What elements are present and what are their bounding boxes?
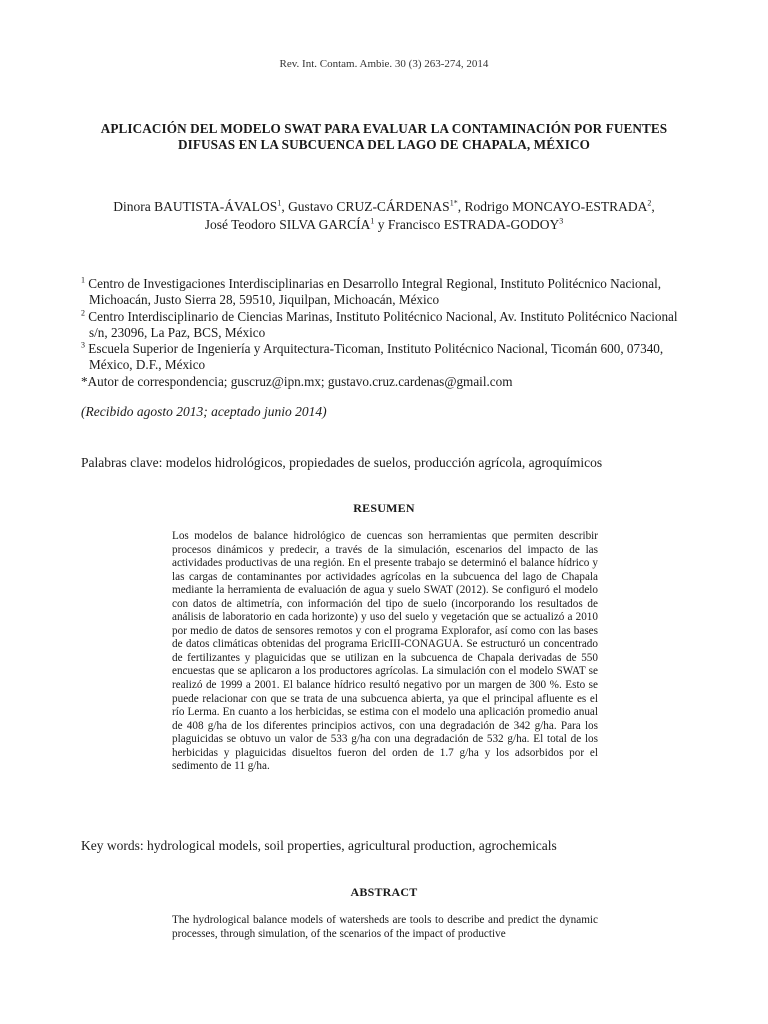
affiliation-number: 1 bbox=[81, 275, 85, 285]
affiliation-line: México, D.F., México bbox=[89, 357, 206, 373]
author-name: Rodrigo MONCAYO-ESTRADA bbox=[464, 199, 648, 214]
author-name: Francisco ESTRADA-GODOY bbox=[387, 217, 560, 232]
affiliation-item bbox=[81, 276, 691, 309]
affiliation-item bbox=[81, 309, 691, 342]
author-line-2 bbox=[40, 216, 728, 234]
keywords-english: Key words: hydrological models, soil properties, agricultural production, agrochemicals bbox=[81, 838, 557, 853]
affiliation-line: Centro de Investigaciones Interdisciplinarias en Desarrollo Integral Regional, Instituto Politécnico Nacional, bbox=[88, 276, 662, 291]
journal-reference: Rev. Int. Contam. Ambie. 30 (3) 263-274, 2014 bbox=[279, 58, 489, 70]
author-affil-mark: 1 bbox=[370, 216, 375, 226]
affiliation-line: Michoacán, Justo Sierra 28, 59510, Jiquilpan, Michoacán, México bbox=[89, 292, 440, 308]
affiliation-list bbox=[81, 276, 691, 390]
author-line-1 bbox=[40, 198, 728, 216]
author-separator: y bbox=[374, 217, 388, 232]
abstract-text: The hydrological balance models of watersheds are tools to describe and predict the dynamic processes, through simulation, of the scenarios of the impact of productive bbox=[172, 914, 598, 940]
affiliation-number: 2 bbox=[81, 308, 85, 318]
author-name: José Teodoro SILVA GARCÍA bbox=[204, 217, 371, 232]
title-line-2: DIFUSAS EN LA SUBCUENCA DEL LAGO DE CHAPALA, MÉXICO bbox=[178, 137, 590, 152]
affiliation-line: s/n, 23096, La Paz, BCS, México bbox=[89, 324, 266, 340]
title-line-1: APLICACIÓN DEL MODELO SWAT PARA EVALUAR LA CONTAMINACIÓN POR FUENTES bbox=[100, 121, 668, 136]
abstract-heading: ABSTRACT bbox=[350, 885, 418, 899]
author-affil-mark: 1* bbox=[449, 198, 458, 208]
author-separator: , bbox=[457, 199, 465, 214]
author-affil-mark: 3 bbox=[559, 216, 564, 226]
resumen-text: Los modelos de balance hidrológico de cuencas son herramientas que permiten describir procesos dinámicos y predecir, a través de la simulación, escenarios del impacto de las actividades productivas de una región. En el presente trabajo se determinó el balance hídrico y las cargas de contaminantes por actividades agrícolas en la subcuenca del lago de Chapala mediante la herramienta de evaluación de agua y suelo SWAT (2012). Se configuró el modelo con datos de altimetría, con información del tipo de suelo (incorporando los resultados de análisis de laboratorio en cada horizonte) y uso del suelo y vegetación que se actualizó a 2010 por medio de datos de sensores remotos y con el programa Explorafor, así como con las bases de datos climáticas obtenidas del programa EricIII-CONAGUA. Se estructuró un concentrado de fertilizantes y plaguicidas que se utilizan en la subcuenca de Chapala derivadas de 550 encuestas que se aplicaron a los productores agrícolas. La simulación con el modelo SWAT se realizó de 1999 a 2001. El balance hídrico resultó negativo por un margen de 300 %. Esto se puede relacionar con que se trata de una subcuenca abierta, ya que el principal afluente es el río Lerma. En cuanto a los herbicidas, se estima con el modelo una aplicación promedio anual de 408 g/ha de los diferentes principios activos, con una degradación de 342 g/ha. Para los plaguicidas se obtuvo un valor de 533 g/ha con una degradación de 532 g/ha. El total de los herbicidas y plaguicidas disueltos fueron del orden de 1.7 g/ha y los adsorbidos por el sedimento de 11 g/ha. bbox=[172, 530, 598, 773]
resumen-heading: RESUMEN bbox=[353, 501, 415, 515]
paper-title bbox=[60, 121, 708, 153]
received-dates: (Recibido agosto 2013; aceptado junio 2014) bbox=[81, 404, 327, 419]
author-separator: , bbox=[651, 199, 655, 214]
keywords-spanish: Palabras clave: modelos hidrológicos, propiedades de suelos, producción agrícola, agroquímicos bbox=[81, 455, 603, 470]
author-name: Gustavo CRUZ-CÁRDENAS bbox=[288, 199, 450, 214]
correspondence-note: *Autor de correspondencia; guscruz@ipn.mx; gustavo.cruz.cardenas@gmail.com bbox=[81, 373, 513, 389]
affiliation-line: Escuela Superior de Ingeniería y Arquitectura-Ticoman, Instituto Politécnico Nacional, Ticomán 600, 07340, bbox=[88, 341, 664, 357]
author-separator: , bbox=[281, 199, 289, 214]
author-affil-mark: 2 bbox=[647, 198, 652, 208]
author-list bbox=[40, 198, 728, 234]
author-name: Dinora BAUTISTA-ÁVALOS bbox=[113, 199, 278, 214]
affiliation-number: 3 bbox=[81, 340, 85, 350]
affiliation-line: Centro Interdisciplinario de Ciencias Marinas, Instituto Politécnico Nacional, Av. Instituto Politécnico Nacional bbox=[88, 308, 678, 324]
author-affil-mark: 1 bbox=[277, 198, 282, 208]
affiliation-item bbox=[81, 341, 691, 374]
